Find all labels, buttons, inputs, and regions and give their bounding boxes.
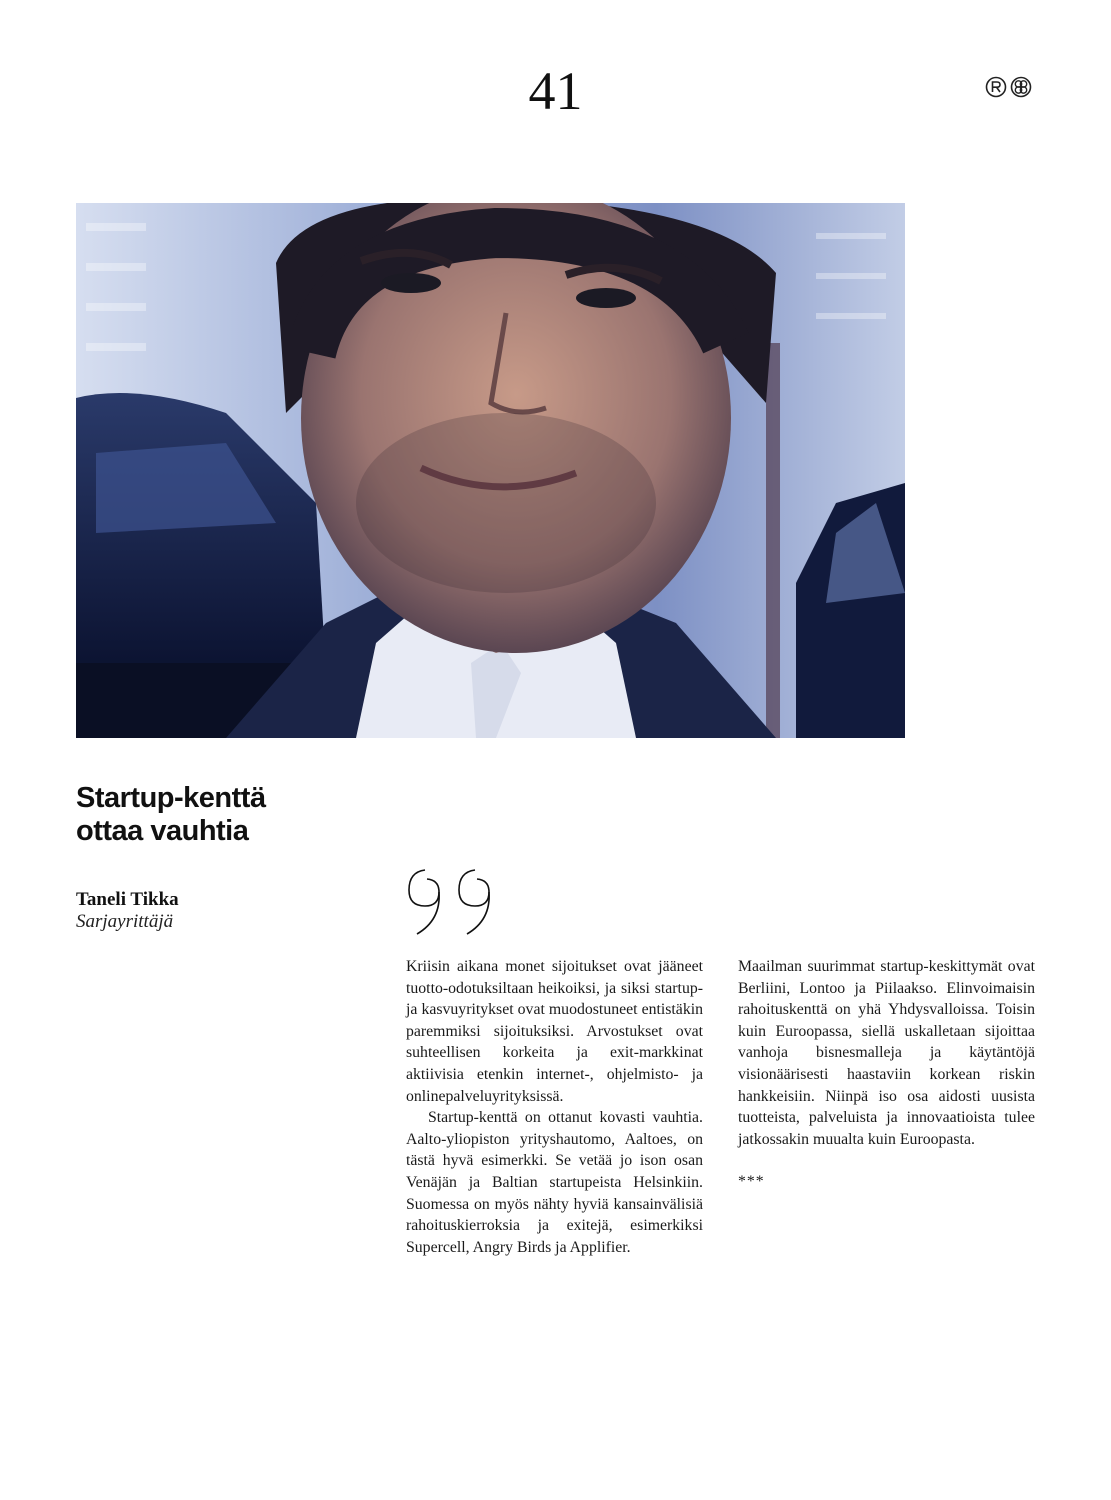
author-name: Taneli Tikka [76, 889, 179, 910]
article-column-1 [406, 956, 703, 1258]
ornament-icon [1010, 76, 1032, 98]
paragraph: Kriisin aikana monet sijoitukset ovat jääneet tuotto-odotuksiltaan heikoiksi, ja siksi startup- ja kasvuyritykset ovat muodostuneet entistäkin paremmiksi sijoituksiksi. Arvostukset ovat suhteellisen korkeita ja exit-markkinat aktiivisia etenkin internet-, ohjelmisto- ja onlinepalveluyrityksissä. [406, 958, 703, 1105]
article-title [76, 782, 396, 848]
paragraph: Maailman suurimmat startup-keskittymät ovat Berliini, Lontoo ja Piilaakso. Elinvoimaisin rahoituskenttä on yhä Yhdysvalloissa. Toisin kuin Euroopassa, siellä uskalletaan sijoittaa vanhoja bisnesmalleja ja käytäntöjä visionäärisesti haastaviin korkean riskin hankkeisiin. Niinpä iso osa aidosti uusista tuotteista, palveluista ja innovaatioista tulee jatkossakin muualta kuin Euroopasta. [738, 958, 1035, 1148]
paragraph: Startup-kenttä on ottanut kovasti vauhtia. Aalto-yliopiston yrityshautomo, Aaltoes, on tästä hyvä esimerkki. Se vetää jo ison osan Venäjän ja Baltian startupeista Helsinkiin. Suomessa on myös nähty hyviä kansainvälisiä rahoituskierroksia ja exitejä, esimerkiksi Supercell, Angry Birds ja Applifier. [406, 1109, 703, 1256]
title-line-1: Startup-kenttä [76, 782, 266, 814]
author-role: Sarjayrittäjä [76, 911, 174, 932]
page-number: 41 [528, 61, 583, 121]
portrait-photo [76, 203, 905, 738]
registered-r-icon [985, 76, 1007, 98]
article-column-2 [738, 956, 1035, 1193]
opening-quote-icon [403, 862, 503, 938]
title-line-2: ottaa vauhtia [76, 815, 249, 847]
end-mark: *** [738, 1173, 765, 1191]
publisher-logo-icon [985, 76, 1037, 98]
